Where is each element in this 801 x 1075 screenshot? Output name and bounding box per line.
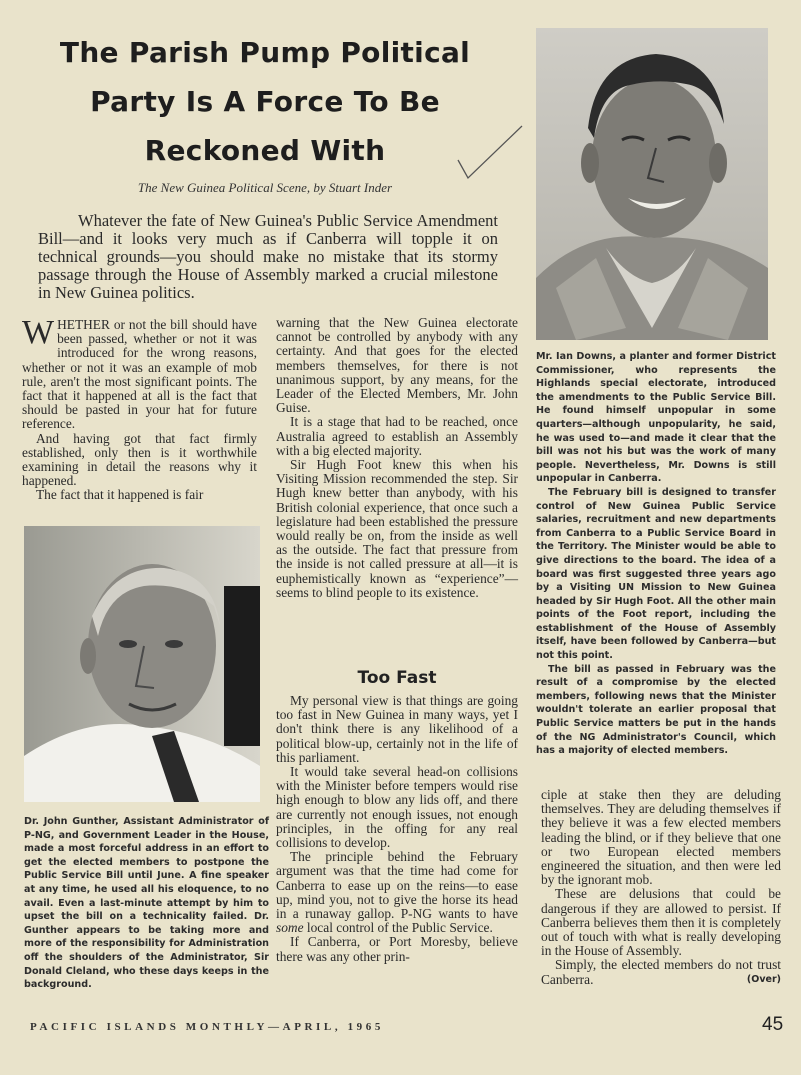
photo-ian-downs	[536, 28, 768, 340]
col2b-paragraph-4: If Canberra, or Port Moresby, believe there was any other prin-	[276, 934, 518, 964]
col2b-p3-b: local control of the Public Service.	[306, 920, 493, 936]
caption-gunther-text: Dr. John Gunther, Assistant Administrator of P-NG, and Government Leader in the House, made a most forceful address in an effort to get the elected members to postpone the Public Service Bill until June. A fine speaker at any time, he used all his eloquence, to no avail. Even a last-minute attempt by him to upset the bill on a technicality failed. Dr. Gunther appears to be taking more and more of the responsibility for Administration off the shoulders of the Administrator, Sir Donald Cleland, who these days keeps in the background.	[24, 816, 269, 991]
portrait-gunther-image	[24, 526, 260, 802]
col2-paragraph-1: warning that the New Guinea electorate cannot be controlled by anybody with any certainty. And that goes for the elected members themselves, for there is not unanimous support, by any means, for the Leader of the Elected Members, Mr. John Guise.	[276, 315, 518, 416]
caption-gunther	[24, 815, 269, 992]
headline-line-2: Party Is A Force To Be	[90, 85, 440, 118]
col2-paragraph-3: Sir Hugh Foot knew this when his Visiting Mission recommended the step. Sir Hugh knew better than anybody, with his British colonial experience, that once such a legislature had been established the pressure would really be on, from the inside as well as the outside. The fact that pressure from the inside is not called pressure at all—it is euphemistically known as “experience”—seems to blind people to its existence.	[276, 457, 518, 600]
page-footer: PACIFIC ISLANDS MONTHLY—APRIL, 1965	[30, 1021, 384, 1033]
col3b-p3-text: Simply, the elected members do not trust Canberra.	[541, 957, 781, 987]
article-headline	[20, 28, 510, 175]
col2b-p3-a: The principle behind the February argument was that the time had come for Canberra to ease up on the reins—to ease up, mind you, not to give the horse its head in a runaway gallop. P-NG wants to have	[276, 849, 518, 922]
col1-paragraph-2: And having got that fact firmly established, only then is it worthwhile examining in detail the reasons why it happened.	[22, 430, 257, 489]
column-1	[22, 314, 257, 503]
intro-text: Whatever the fate of New Guinea's Public Service Amendment Bill—and it looks very much as if Canberra will topple it on technical grounds—you should make no mistake that its stormy passage through the House of Assembly marked a crucial milestone in New Guinea politics.	[38, 211, 498, 302]
column-3-lower	[541, 788, 781, 987]
col2b-paragraph-2: It would take several head-on collisions with the Minister before tempers would rise high enough to blow any lids off, and there are currently not enough issues, not enough principles, in the offing for any real collisions to develop.	[276, 764, 518, 851]
portrait-downs-image	[536, 28, 768, 340]
photo-john-gunther	[24, 526, 260, 802]
col1-p1-text: HETHER or not the bill should have been passed, whether or not it was introduced for the wrong reasons, whether or not it was an example of mob rule, aren't the most significant points. The fact that it happened at all is the fact that should be pasted in your hat for future reference.	[22, 317, 257, 432]
column-2	[276, 316, 518, 600]
caption-downs-p1: Mr. Ian Downs, a planter and former District Commissioner, who represents the Highlands special electorate, introduced the amendments to the Public Service Bill. He found himself unpopular in some quarters—although unpopularity, he said, he was used to—and made it clear that the bill was not his but was the work of many people. Nevertheless, Mr. Downs is still unpopular in Canberra.	[536, 351, 776, 485]
headline-line-3: Reckoned With	[144, 134, 386, 167]
intro-paragraph	[38, 212, 498, 302]
column-2-lower	[276, 694, 518, 964]
byline: The New Guinea Political Scene, by Stuart Inder	[137, 180, 393, 195]
caption-downs-p2: The February bill is designed to transfer control of New Guinea Public Service salaries, recruitment and new departments from Canberra to a Public Service Board in the Territory. The Minister would be able to give directions to the board. The idea of a board was first suggested three years ago by a Visiting UN Mission to New Guinea headed by Sir Hugh Foot. All the other main points of the Foot report, including the establishment of the House of Assembly itself, have been followed by Canberra—but not this point.	[536, 486, 776, 662]
headline-line-1: The Parish Pump Political	[59, 36, 471, 69]
col2b-paragraph-3	[276, 850, 518, 935]
caption-downs-p3: The bill as passed in February was the result of a compromise by the elected members, following news that the Minister wouldn't tolerate an earlier proposal that Public Service matters be put in the hands of the NG Administrator's Council, which has a majority of elected members.	[536, 663, 776, 757]
col1-paragraph-1	[22, 314, 257, 432]
continued-over-label: (Over)	[746, 973, 781, 985]
col1-paragraph-3: The fact that it happened is fair	[36, 487, 204, 503]
col2b-p3-emphasis: some	[276, 920, 304, 936]
col3b-paragraph-3	[541, 958, 781, 986]
col2b-paragraph-1: My personal view is that things are going too fast in New Guinea in many ways, yet I don't think there is any likelihood of a political blow-up, certainly not in the life of this parliament.	[276, 693, 518, 765]
col2-paragraph-2: It is a stage that had to be reached, once Australia agreed to establish an Assembly with a big elected majority.	[276, 414, 518, 458]
subheading-too-fast: Too Fast	[357, 668, 437, 688]
col3b-paragraph-1: ciple at stake then they are deluding themselves. They are deluding themselves if they believe it was a few elected members leading the blind, or if they believe that one or two European elected members engineered the situation, and then were led by the ignorant mob.	[541, 787, 781, 888]
caption-downs	[536, 350, 776, 758]
drop-cap: W	[22, 314, 55, 351]
page-number: 45	[762, 1014, 784, 1035]
col3b-paragraph-2: These are delusions that could be dangerous if they are allowed to persist. If Canberra believes them then it is completely out of touch with what is really developing in the House of Assembly.	[541, 886, 781, 959]
